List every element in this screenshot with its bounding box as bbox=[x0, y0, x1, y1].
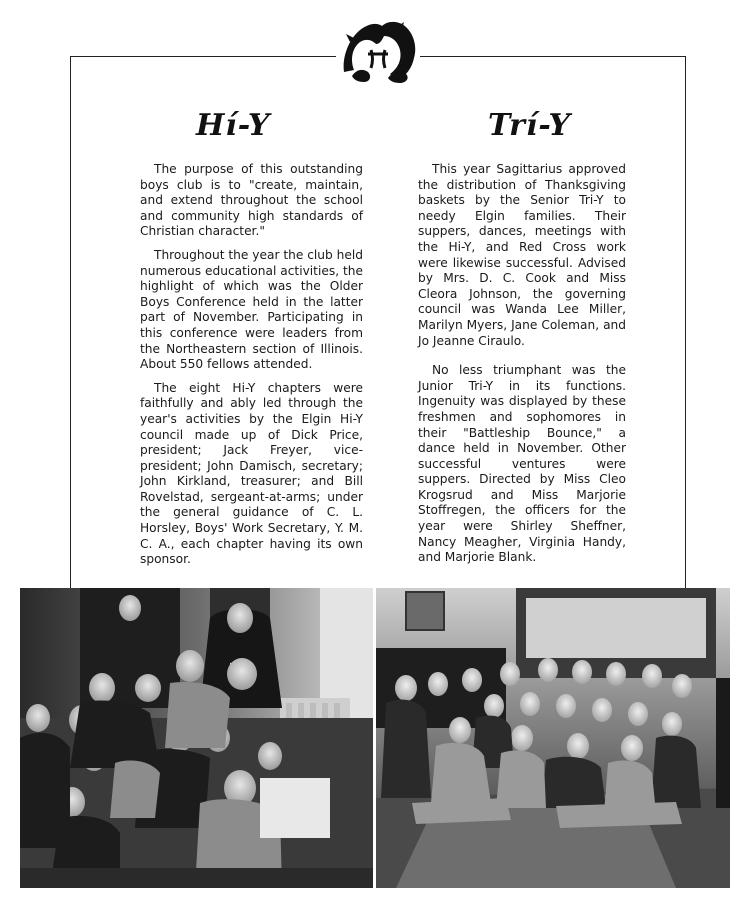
tri-y-group-photo bbox=[376, 588, 730, 888]
hi-y-paragraph: The eight Hi-Y chapters were faithfully and ably led through the year's activities by the Elgin Hi-Y council made up of Dick Price, president; Jack Freyer, vice-president; John Damisch, secretary; John Kirkland, treasurer; and Bill Rovelstad, sergeant-at-arms; under the general guidance of C. L. Horsley, Boys' Work Secretary, Y. M. C. A., each chapter having its own sponsor. bbox=[140, 380, 363, 567]
tri-y-paragraph: This year Sagittarius approved the distribution of Thanksgiving baskets by the Senior Tri-Y to needy Elgin families. Their suppers, dances, meetings with the Hi-Y, and Red Cross work were likewise successful. Advised by Mrs. D. C. Cook and Miss Cleora Johnson, the governing council was Wanda Lee Miller, Marilyn Myers, Jane Coleman, and Jo Jeanne Ciraulo. bbox=[418, 162, 626, 348]
hi-y-paragraph: Throughout the year the club held numerous educational activities, the highlight of which was the Older Boys Conference held in the latter part of November. Participating in this conference were leaders from the Northeastern section of Illinois. About 550 fellows attended. bbox=[140, 247, 363, 372]
frame-top-left-rule bbox=[70, 56, 336, 57]
tri-y-article bbox=[418, 162, 626, 574]
frame-right-rule bbox=[685, 56, 686, 588]
frame-top-right-rule bbox=[420, 56, 686, 57]
hi-y-paragraph: The purpose of this outstanding boys club is to "create, maintain, and extend throughout the school and community high standards of Christian character." bbox=[140, 162, 363, 239]
sagittarius-emblem-icon bbox=[338, 18, 420, 84]
frame-left-rule bbox=[70, 56, 71, 588]
tri-y-heading: Trí-Y bbox=[488, 108, 571, 143]
hi-y-group-photo bbox=[20, 588, 373, 888]
hi-y-article bbox=[140, 162, 363, 576]
tri-y-paragraph: No less triumphant was the Junior Tri-Y in its functions. Ingenuity was displayed by these freshmen and sophomores in their "Battleship Bounce," a dance held in November. Other successful ventures were suppers. Directed by Miss Cleo Krogsrud and Miss Marjorie Stoffregen, the officers for the year were Shirley Sheffner, Nancy Meagher, Virginia Handy, and Marjorie Blank. bbox=[418, 363, 626, 565]
hi-y-heading: Hí-Y bbox=[196, 108, 271, 143]
